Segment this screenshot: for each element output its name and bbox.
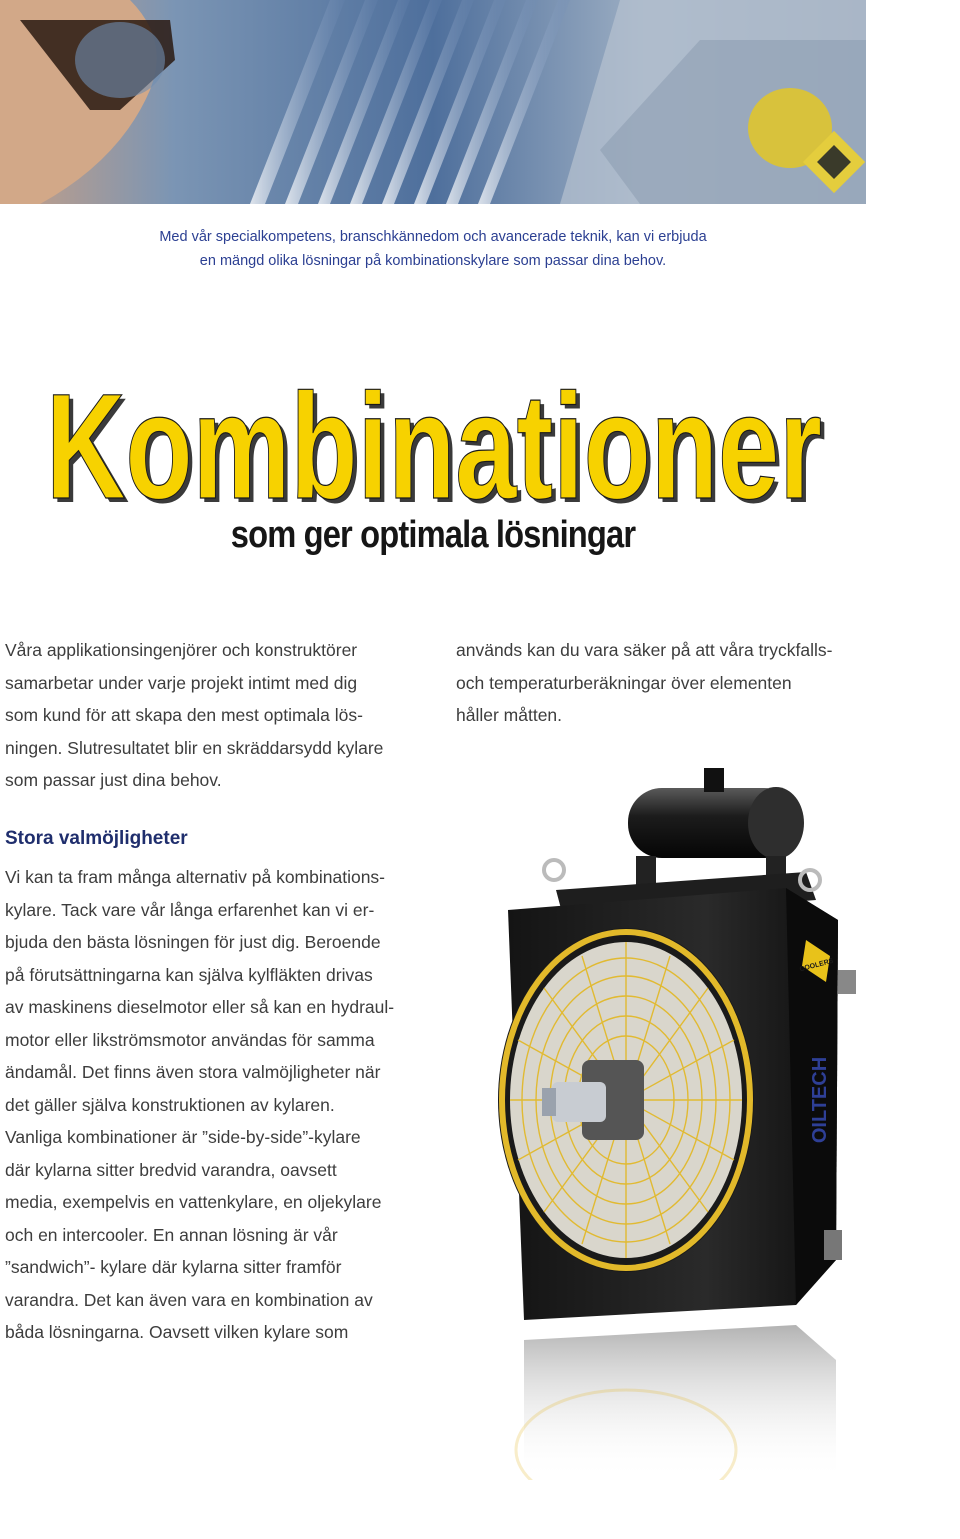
intro-line-1: Med vår specialkompetens, branschkännedom och avancerade teknik, kan vi erbjuda [159,229,707,245]
body-left-line: samarbetar under varje projekt intimt med dig [5,672,358,693]
section-line: kylare. Tack vare vår långa erfarenhet kan vi er- [5,899,375,920]
product-image [486,760,866,1480]
section-line: Vanliga kombinationer är ”side-by-side”-kylare [5,1127,361,1147]
body-left-line: som kund för att skapa den mest optimala lös- [5,705,363,725]
section-line: bjuda den bästa lösningen för just dig. Beroende [5,932,381,952]
cooler-illustration [486,760,866,1480]
body-left-line: Våra applikationsingenjörer och konstruktörer [5,640,358,660]
product-brand-text: OILTECH [809,1056,831,1144]
headline-shadow: Kombinationer [50,376,826,516]
section-line: det gäller själva konstruktionen av kylaren. [5,1094,335,1115]
section-body [5,861,425,1349]
body-left-line: ningen. Slutresultatet blir en skräddarsydd kylare [5,737,384,758]
headline-svg [0,376,866,516]
body-left-paragraph [5,634,425,797]
body-right-paragraph [456,634,876,732]
body-right-line: håller måtten. [456,705,563,725]
section-line: ”sandwich”- kylare där kylarna sitter framför [5,1257,342,1277]
body-right-line: och temperaturberäkningar över elementen [456,672,792,693]
section-line: motor eller likströmsmotor användas för samma [5,1029,375,1050]
section-line: varandra. Det kan även vara en kombination av [5,1289,373,1310]
section-line: ändamål. Det finns även stora valmöjligheter när [5,1062,381,1082]
body-right-line: används kan du vara säker på att våra tryckfalls- [456,640,833,660]
section-line: och en intercooler. En annan lösning är vår [5,1224,338,1245]
section-title: Stora valmöjligheter [5,828,188,849]
headline-subtitle: som ger optimala lösningar [230,514,636,556]
section-line: på förutsättningarna kan själva kylfläkten drivas [5,964,373,985]
section-line: Vi kan ta fram många alternativ på kombinations- [5,867,386,887]
intro-line-2: en mängd olika lösningar på kombinationskylare som passar dina behov. [199,253,667,269]
headline-title: Kombinationer [46,376,822,516]
section-line: av maskinens dieselmotor eller så kan en hydraul- [5,997,395,1017]
section-line: där kylarna sitter bredvid varandra, oavsett [5,1159,337,1180]
product-badge-text: COOLERS [798,957,835,974]
section-line: båda lösningarna. Oavsett vilken kylare som [5,1322,349,1342]
hero-illustration [0,0,866,204]
hero-photo [0,0,866,204]
intro-text [0,225,866,273]
body-left-line: som passar just dina behov. [5,770,222,790]
headline [0,376,866,516]
section-line: media, exempelvis en vattenkylare, en oljekylare [5,1192,382,1212]
